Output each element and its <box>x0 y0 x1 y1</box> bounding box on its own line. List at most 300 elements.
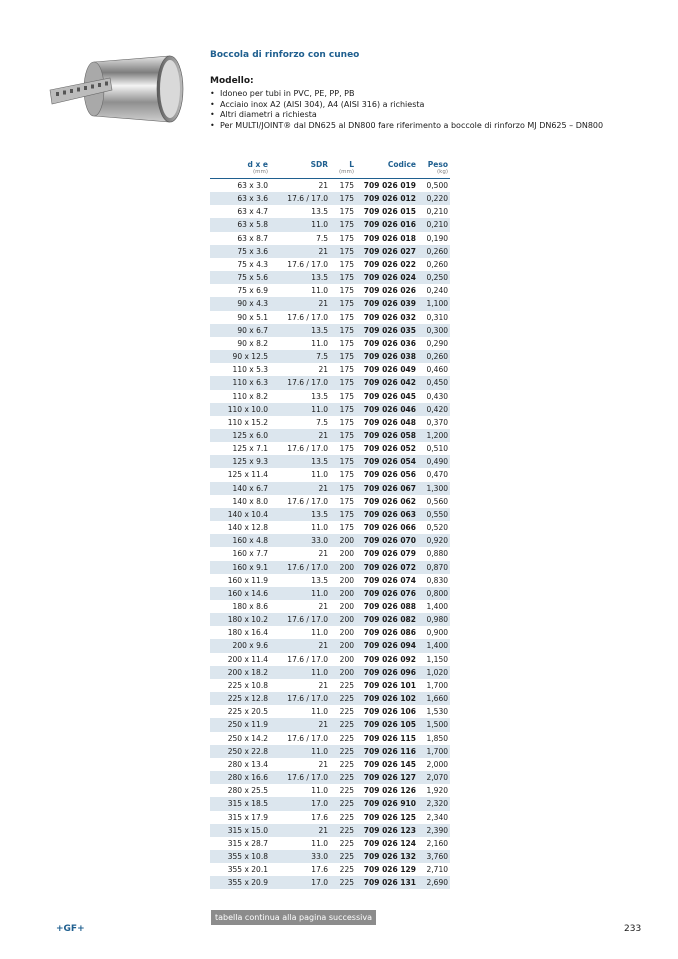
cell-code: 709 026 088 <box>363 602 416 611</box>
cell-dxe: 355 x 20.1 <box>227 865 268 875</box>
table-row <box>210 258 450 271</box>
table-row <box>210 679 450 692</box>
cell-length: 225 <box>339 733 354 743</box>
cell-length: 200 <box>330 587 356 600</box>
table-row <box>210 429 450 442</box>
cell-weight: 0,450 <box>418 376 450 389</box>
cell-dxe: 110 x 10.0 <box>210 403 270 416</box>
unit-weight: (kg) <box>437 169 448 175</box>
cell-weight: 2,710 <box>426 865 448 875</box>
cell-length: 175 <box>339 286 354 296</box>
cell-dxe: 125 x 11.4 <box>227 470 268 480</box>
cell-dxe: 63 x 5.8 <box>210 218 270 231</box>
cell-code: 709 026 092 <box>363 654 416 664</box>
cell-sdr: 17.6 / 17.0 <box>287 496 328 506</box>
cell-weight: 2,690 <box>418 876 450 889</box>
cell-code: 709 026 045 <box>363 391 416 401</box>
cell-sdr: 17.6 / 17.0 <box>270 613 330 626</box>
cell-sdr: 21 <box>270 824 330 837</box>
table-row <box>210 271 450 284</box>
cell-weight: 2,390 <box>418 824 450 837</box>
cell-code: 709 026 074 <box>363 575 416 585</box>
cell-weight: 0,980 <box>418 613 450 626</box>
cell-dxe: 315 x 18.5 <box>210 797 270 810</box>
cell-code: 709 026 125 <box>363 812 416 822</box>
cell-code: 709 026 022 <box>363 259 416 269</box>
cell-weight: 0,240 <box>426 286 448 296</box>
header-length: L <box>349 160 354 169</box>
feature-item <box>210 100 630 111</box>
cell-weight: 0,870 <box>418 561 450 574</box>
cell-sdr: 17.6 / 17.0 <box>270 771 330 784</box>
cell-sdr: 17.6 / 17.0 <box>287 444 328 454</box>
table-row <box>210 547 450 560</box>
cell-code: 709 026 015 <box>363 207 416 217</box>
cell-length: 175 <box>330 350 356 363</box>
cell-weight: 0,460 <box>426 365 448 375</box>
cell-length: 225 <box>339 786 354 796</box>
cell-code: 709 026 129 <box>363 865 416 875</box>
cell-dxe: 160 x 7.7 <box>232 549 268 559</box>
table-row <box>210 705 450 718</box>
cell-dxe: 250 x 22.8 <box>210 745 270 758</box>
table-row <box>210 218 450 231</box>
cell-length: 225 <box>339 812 354 822</box>
cell-weight: 3,760 <box>418 850 450 863</box>
table-row <box>210 771 450 784</box>
cell-code: 709 026 046 <box>356 403 418 416</box>
table-row <box>210 455 450 468</box>
cell-sdr: 17.6 / 17.0 <box>287 259 328 269</box>
cell-length: 175 <box>330 271 356 284</box>
cell-sdr: 21 <box>318 759 328 769</box>
cell-sdr: 11.0 <box>311 523 328 533</box>
cell-weight: 1,700 <box>418 745 450 758</box>
cell-code: 709 026 076 <box>356 587 418 600</box>
cell-weight: 1,400 <box>418 639 450 652</box>
cell-dxe: 90 x 4.3 <box>210 297 270 310</box>
cell-length: 225 <box>330 824 356 837</box>
table-row <box>210 626 450 639</box>
cell-length: 175 <box>330 245 356 258</box>
cell-dxe: 180 x 8.6 <box>232 602 268 611</box>
cell-dxe: 63 x 4.7 <box>237 207 268 217</box>
cell-dxe: 140 x 12.8 <box>227 523 268 533</box>
cell-code: 709 026 072 <box>356 561 418 574</box>
cell-dxe: 280 x 25.5 <box>227 786 268 796</box>
table-row <box>210 403 450 416</box>
cell-dxe: 315 x 28.7 <box>227 838 268 848</box>
cell-sdr: 17.6 / 17.0 <box>287 654 328 664</box>
table-row <box>210 784 450 797</box>
cell-length: 175 <box>339 391 354 401</box>
cell-weight: 0,420 <box>418 403 450 416</box>
cell-dxe: 110 x 8.2 <box>232 391 268 401</box>
table-row <box>210 863 450 876</box>
table-row <box>210 653 450 666</box>
cell-length: 175 <box>339 444 354 454</box>
table-row <box>210 468 450 481</box>
cell-dxe: 225 x 20.5 <box>227 707 268 717</box>
table-row <box>210 692 450 705</box>
page-number: 233 <box>624 924 642 934</box>
cell-weight: 1,150 <box>426 654 448 664</box>
cell-code: 709 026 042 <box>356 376 418 389</box>
cell-sdr: 13.5 <box>311 207 328 217</box>
cell-sdr: 11.0 <box>311 470 328 480</box>
cell-weight: 0,800 <box>418 587 450 600</box>
cell-weight: 2,070 <box>418 771 450 784</box>
feature-list <box>210 89 630 131</box>
cell-dxe: 225 x 10.8 <box>227 680 268 690</box>
cell-dxe: 110 x 15.2 <box>227 417 268 427</box>
cell-length: 175 <box>339 496 354 506</box>
cell-weight: 0,250 <box>418 271 450 284</box>
cell-dxe: 280 x 16.6 <box>210 771 270 784</box>
cell-sdr: 11.0 <box>270 403 330 416</box>
cell-weight: 0,500 <box>426 181 448 190</box>
cell-weight: 1,920 <box>426 786 448 796</box>
cell-length: 225 <box>330 718 356 731</box>
bullet-icon: • <box>210 110 215 119</box>
cell-weight: 1,500 <box>418 718 450 731</box>
cell-length: 200 <box>339 628 354 638</box>
cell-dxe: 75 x 3.6 <box>210 245 270 258</box>
cell-length: 175 <box>339 470 354 480</box>
cell-sdr: 21 <box>270 429 330 442</box>
header-sdr: SDR <box>310 160 328 169</box>
cell-length: 225 <box>330 692 356 705</box>
cell-dxe: 90 x 12.5 <box>210 350 270 363</box>
cell-dxe: 315 x 17.9 <box>227 812 268 822</box>
cell-length: 200 <box>339 549 354 559</box>
cell-dxe: 315 x 15.0 <box>210 824 270 837</box>
table-row <box>210 311 450 324</box>
cell-dxe: 200 x 9.6 <box>210 639 270 652</box>
table-row <box>210 824 450 837</box>
cell-code: 709 026 063 <box>356 508 418 521</box>
cell-length: 175 <box>330 192 356 205</box>
cell-length: 225 <box>339 838 354 848</box>
table-row <box>210 587 450 600</box>
cell-length: 200 <box>339 602 354 611</box>
cell-sdr: 21 <box>270 245 330 258</box>
cell-weight: 0,900 <box>426 628 448 638</box>
cell-length: 175 <box>330 376 356 389</box>
cell-length: 175 <box>339 259 354 269</box>
feature-text: Altri diametri a richiesta <box>220 110 317 119</box>
cell-code: 709 026 012 <box>356 192 418 205</box>
cell-code: 709 026 026 <box>363 286 416 296</box>
cell-sdr: 11.0 <box>311 786 328 796</box>
cell-length: 175 <box>330 403 356 416</box>
cell-sdr: 11.0 <box>311 338 328 348</box>
cell-code: 709 026 094 <box>356 639 418 652</box>
cell-length: 225 <box>339 759 354 769</box>
cell-dxe: 160 x 14.6 <box>210 587 270 600</box>
table-row <box>210 205 450 218</box>
table-body <box>210 179 450 890</box>
cell-sdr: 17.6 / 17.0 <box>270 192 330 205</box>
cell-sdr: 11.0 <box>311 838 328 848</box>
cell-weight: 0,560 <box>426 496 448 506</box>
cell-dxe: 250 x 11.9 <box>210 718 270 731</box>
product-title: Boccola di rinforzo con cuneo <box>210 50 360 60</box>
cell-length: 225 <box>330 745 356 758</box>
cell-weight: 0,490 <box>418 455 450 468</box>
cell-dxe: 110 x 5.3 <box>232 365 268 375</box>
header-dxe: d x e <box>247 160 268 169</box>
feature-item <box>210 110 630 121</box>
cell-weight: 0,260 <box>418 350 450 363</box>
cell-sdr: 13.5 <box>311 575 328 585</box>
table-row <box>210 600 450 613</box>
cell-dxe: 160 x 4.8 <box>210 534 270 547</box>
feature-text: Idoneo per tubi in PVC, PE, PP, PB <box>220 89 355 98</box>
cell-length: 200 <box>330 561 356 574</box>
table-row <box>210 324 450 337</box>
cell-weight: 0,310 <box>426 312 448 322</box>
cell-length: 175 <box>330 324 356 337</box>
cell-weight: 1,530 <box>426 707 448 717</box>
cell-dxe: 90 x 8.2 <box>237 338 268 348</box>
cell-length: 175 <box>339 338 354 348</box>
cell-sdr: 17.6 / 17.0 <box>270 692 330 705</box>
cell-sdr: 17.6 / 17.0 <box>287 733 328 743</box>
cell-weight: 0,210 <box>418 218 450 231</box>
cell-sdr: 33.0 <box>270 534 330 547</box>
model-label: Modello: <box>210 76 254 86</box>
table-row <box>210 363 450 376</box>
cell-length: 175 <box>339 181 354 190</box>
cell-dxe: 63 x 8.7 <box>237 233 268 243</box>
cell-code: 709 026 126 <box>363 786 416 796</box>
cell-dxe: 180 x 16.4 <box>227 628 268 638</box>
cell-length: 200 <box>330 639 356 652</box>
table-row <box>210 732 450 745</box>
cell-code: 709 026 086 <box>363 628 416 638</box>
table-row <box>210 495 450 508</box>
table-row <box>210 561 450 574</box>
cell-dxe: 280 x 13.4 <box>227 759 268 769</box>
unit-dxe: (mm) <box>252 169 268 175</box>
cell-length: 225 <box>339 865 354 875</box>
cell-code: 709 026 105 <box>356 718 418 731</box>
cell-weight: 1,200 <box>418 429 450 442</box>
table-row <box>210 613 450 626</box>
cell-sdr: 21 <box>270 718 330 731</box>
cell-code: 709 026 018 <box>363 233 416 243</box>
cell-length: 200 <box>330 666 356 679</box>
cell-code: 709 026 048 <box>363 417 416 427</box>
table-row <box>210 297 450 310</box>
cell-dxe: 250 x 14.2 <box>227 733 268 743</box>
cell-length: 200 <box>339 575 354 585</box>
cell-length: 225 <box>330 771 356 784</box>
cell-code: 709 026 058 <box>356 429 418 442</box>
cell-code: 709 026 123 <box>356 824 418 837</box>
cell-dxe: 160 x 9.1 <box>210 561 270 574</box>
cell-sdr: 21 <box>318 680 328 690</box>
table-row <box>210 482 450 495</box>
cell-dxe: 63 x 3.0 <box>237 181 268 190</box>
cell-code: 709 026 102 <box>356 692 418 705</box>
cell-dxe: 90 x 5.1 <box>237 312 268 322</box>
cell-code: 709 026 127 <box>356 771 418 784</box>
cell-sdr: 17.0 <box>270 876 330 889</box>
table-row <box>210 745 450 758</box>
cell-length: 175 <box>330 508 356 521</box>
table-row <box>210 245 450 258</box>
cell-sdr: 7.5 <box>270 350 330 363</box>
table-row <box>210 179 450 193</box>
cell-weight: 0,510 <box>426 444 448 454</box>
cell-dxe: 200 x 11.4 <box>227 654 268 664</box>
table-row <box>210 850 450 863</box>
cell-code: 709 026 038 <box>356 350 418 363</box>
cell-code: 709 026 131 <box>356 876 418 889</box>
cell-code: 709 026 115 <box>363 733 416 743</box>
cell-code: 709 026 049 <box>363 365 416 375</box>
continue-note: tabella continua alla pagina successiva <box>211 910 376 925</box>
cell-dxe: 75 x 5.6 <box>210 271 270 284</box>
cell-sdr: 13.5 <box>270 271 330 284</box>
cell-dxe: 180 x 10.2 <box>210 613 270 626</box>
cell-weight: 0,920 <box>418 534 450 547</box>
cell-sdr: 17.6 / 17.0 <box>270 561 330 574</box>
table-row <box>210 350 450 363</box>
cell-dxe: 125 x 6.0 <box>210 429 270 442</box>
cell-dxe: 225 x 12.8 <box>210 692 270 705</box>
cell-weight: 0,430 <box>426 391 448 401</box>
cell-weight: 0,260 <box>426 259 448 269</box>
cell-length: 175 <box>330 429 356 442</box>
table-row <box>210 376 450 389</box>
cell-weight: 0,260 <box>418 245 450 258</box>
cell-length: 175 <box>339 207 354 217</box>
cell-code: 709 026 116 <box>356 745 418 758</box>
cell-sdr: 11.0 <box>270 666 330 679</box>
cell-sdr: 17.0 <box>270 797 330 810</box>
cell-weight: 1,300 <box>418 482 450 495</box>
cell-code: 709 026 039 <box>356 297 418 310</box>
header-code: Codice <box>387 160 416 169</box>
cell-length: 175 <box>339 365 354 375</box>
table-row <box>210 521 450 534</box>
cell-weight: 1,850 <box>426 733 448 743</box>
cell-sdr: 21 <box>318 549 328 559</box>
cell-sdr: 13.5 <box>270 508 330 521</box>
cell-dxe: 160 x 11.9 <box>227 575 268 585</box>
cell-weight: 1,700 <box>426 680 448 690</box>
unit-length: (mm) <box>338 169 354 175</box>
cell-length: 200 <box>330 534 356 547</box>
cell-length: 225 <box>330 876 356 889</box>
cell-weight: 2,340 <box>426 812 448 822</box>
cell-dxe: 140 x 8.0 <box>232 496 268 506</box>
cell-code: 709 026 067 <box>356 482 418 495</box>
cell-code: 709 026 062 <box>363 496 416 506</box>
table-row <box>210 232 450 245</box>
feature-item <box>210 121 630 132</box>
table-row <box>210 390 450 403</box>
product-image <box>48 52 190 130</box>
cell-sdr: 21 <box>270 639 330 652</box>
cell-dxe: 200 x 18.2 <box>210 666 270 679</box>
table-row <box>210 534 450 547</box>
cell-dxe: 355 x 20.9 <box>210 876 270 889</box>
table-row <box>210 284 450 297</box>
cell-length: 175 <box>339 312 354 322</box>
cell-code: 709 026 082 <box>356 613 418 626</box>
cell-code: 709 026 096 <box>356 666 418 679</box>
cell-code: 709 026 070 <box>356 534 418 547</box>
unit-code <box>356 169 418 179</box>
cell-sdr: 21 <box>318 365 328 375</box>
cell-weight: 0,520 <box>426 523 448 533</box>
cell-sdr: 13.5 <box>311 391 328 401</box>
cell-sdr: 11.0 <box>270 587 330 600</box>
cell-code: 709 026 035 <box>356 324 418 337</box>
bullet-icon: • <box>210 120 215 130</box>
table-row <box>210 758 450 771</box>
cell-code: 709 026 019 <box>363 181 416 190</box>
cell-length: 200 <box>339 654 354 664</box>
table-row <box>210 837 450 850</box>
cell-dxe: 140 x 10.4 <box>210 508 270 521</box>
cell-weight: 1,400 <box>426 602 448 611</box>
cell-length: 175 <box>330 218 356 231</box>
cell-weight: 1,100 <box>418 297 450 310</box>
cell-sdr: 17.6 <box>311 865 328 875</box>
table-row <box>210 811 450 824</box>
cell-sdr: 11.0 <box>311 286 328 296</box>
bullet-icon: • <box>210 89 215 98</box>
cell-weight: 0,880 <box>426 549 448 559</box>
cell-weight: 0,210 <box>426 207 448 217</box>
cell-sdr: 7.5 <box>316 233 328 243</box>
cell-weight: 0,290 <box>426 338 448 348</box>
product-table <box>210 160 450 889</box>
cell-sdr: 17.6 / 17.0 <box>270 376 330 389</box>
feature-item <box>210 89 630 100</box>
table-row <box>210 718 450 731</box>
cell-dxe: 140 x 6.7 <box>210 482 270 495</box>
cell-weight: 1,020 <box>418 666 450 679</box>
bullet-icon: • <box>210 99 215 109</box>
cell-length: 175 <box>330 482 356 495</box>
cell-code: 709 026 016 <box>356 218 418 231</box>
unit-sdr <box>270 169 330 179</box>
cell-weight: 0,300 <box>418 324 450 337</box>
cell-dxe: 355 x 10.8 <box>210 850 270 863</box>
cell-dxe: 90 x 6.7 <box>210 324 270 337</box>
cell-code: 709 026 036 <box>363 338 416 348</box>
cell-sdr: 11.0 <box>311 707 328 717</box>
cell-weight: 0,550 <box>418 508 450 521</box>
cell-length: 225 <box>330 850 356 863</box>
cell-code: 709 026 054 <box>356 455 418 468</box>
cell-sdr: 13.5 <box>270 455 330 468</box>
cell-code: 709 026 032 <box>363 312 416 322</box>
feature-text: Acciaio inox A2 (AISI 304), A4 (AISI 316) a richiesta <box>220 99 425 109</box>
cell-sdr: 13.5 <box>270 324 330 337</box>
cell-sdr: 21 <box>270 297 330 310</box>
cell-code: 709 026 124 <box>363 838 416 848</box>
cell-weight: 1,660 <box>418 692 450 705</box>
table-row <box>210 666 450 679</box>
cell-dxe: 110 x 6.3 <box>210 376 270 389</box>
